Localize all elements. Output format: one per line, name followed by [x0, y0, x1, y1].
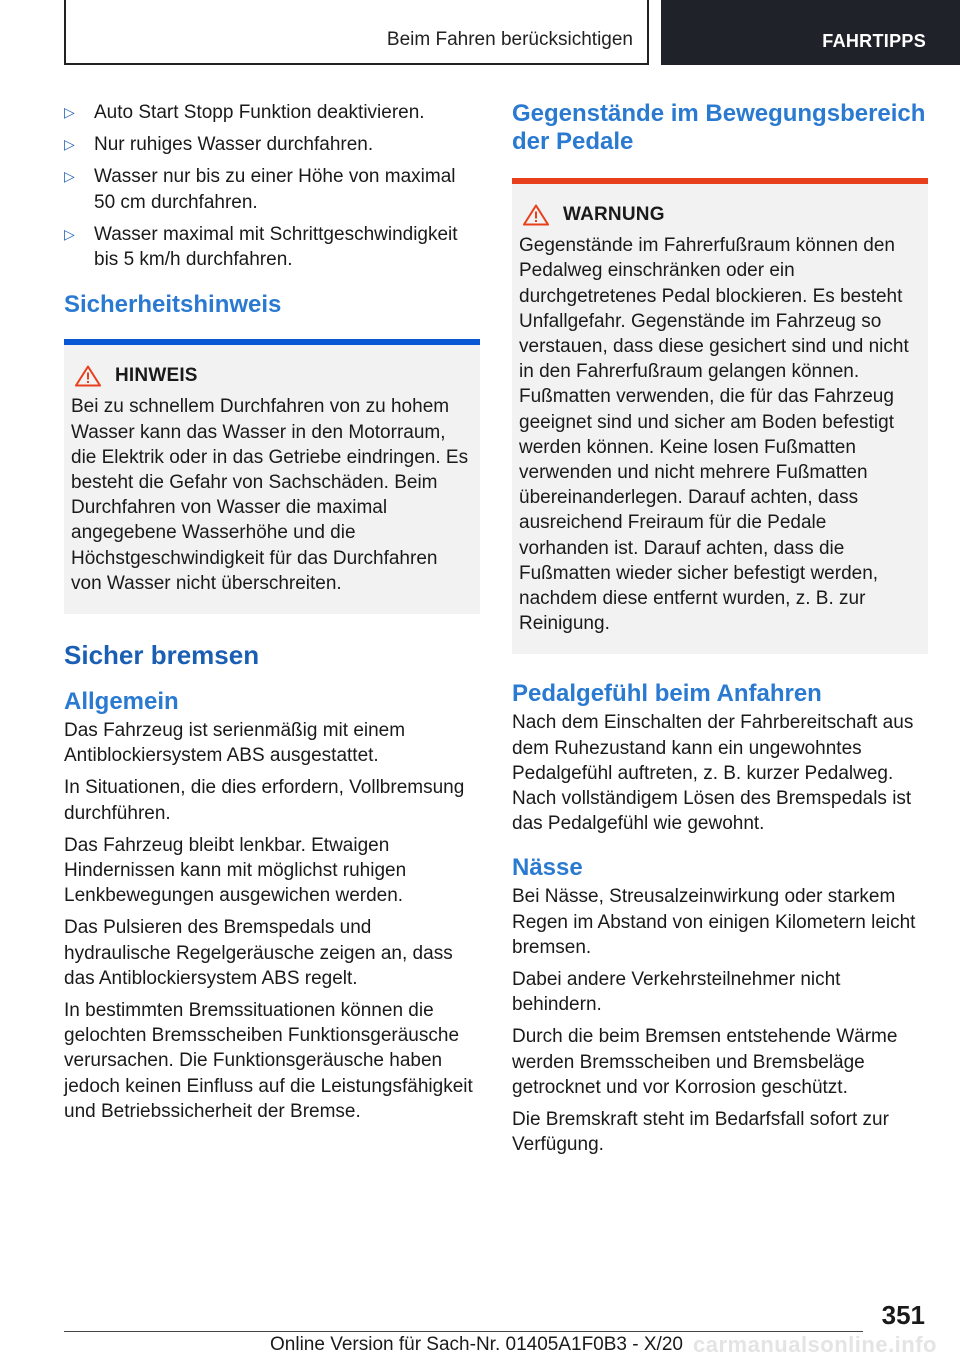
paragraph: Das Fahrzeug ist serienmäßig mit einem Antiblockiersystem ABS ausgestattet.: [64, 720, 406, 767]
paragraph: In Situationen, die dies erfordern, Vollbremsung durchführen.: [64, 777, 465, 824]
paragraph: Nach dem Einschalten der Fahrbereitschaft aus dem Ruhezustand kann ein ungewohntes Pedalgefühl auftreten, z. B. kurzer Pedalweg. Nach vollständigem Lösen des Bremspedals ist das Pedalgefühl wie gewohnt.: [512, 712, 914, 835]
list-item: ▷ Auto Start Stopp Funktion deaktivieren.: [64, 100, 480, 125]
triangle-marker-icon: ▷: [64, 168, 75, 185]
safety-heading: Sicherheitshinweis: [64, 291, 282, 319]
brake-heading: Sicher bremsen: [64, 640, 260, 671]
step-list: [64, 100, 480, 272]
wet-heading: Nässe: [512, 854, 583, 882]
header-section-title: Beim Fahren berücksichtigen: [386, 29, 633, 50]
list-item: ▷ Nur ruhiges Wasser durchfahren.: [64, 132, 480, 157]
pedal-feel-heading: Pedalgefühl beim Anfahren: [512, 680, 822, 708]
watermark: carmanualsonline.info: [693, 1332, 937, 1357]
header-chapter-tab: [661, 0, 960, 65]
notice-title: HINWEIS: [115, 365, 198, 387]
left-column: [64, 100, 480, 1131]
warning-text: Gegenstände im Fahrerfußraum können den Pedalweg einschränken oder ein durchgetretenes Pedal blockieren. Es besteht Unfallgefahr. Gegenstände im Fahrzeug so verstauen, dass diese gesichert sind und nicht in den Fahrerfußraum gelangen können. Fußmatten verwenden, die für das Fahrzeug geeignet sind und sicher am Boden befestigt werden können. Keine losen Fußmatten verwenden und nicht mehrere Fußmatten übereinanderlegen. Darauf achten, dass ausreichend Freiraum für die Pedale vorhanden ist. Darauf achten, dass die Fußmatten wieder sicher befestigt werden, nachdem diese entfernt wurden, z. B. zur Reinigung.: [519, 235, 909, 635]
list-item: ▷ Wasser maximal mit Schrittgeschwindigkeit bis 5 km/h durchfahren.: [64, 223, 458, 271]
pedal-heading: Gegenstände im Bewegungsbereich der Pedale: [512, 100, 926, 155]
paragraph: In bestimmten Bremssituationen können die gelochten Bremsscheiben Funktionsgeräusche verursachen. Die Funktionsgeräusche haben jedoch keinen Einfluss auf die Leistungsfähigkeit und Betriebssicherheit der Bremse.: [64, 1000, 473, 1122]
notice-text: Bei zu schnellem Durchfahren von zu hohem Wasser kann das Wasser in den Motorraum, die Elektrik oder in das Getriebe eindringen. Es besteht die Gefahr von Sachschäden. Beim Durchfahren von Wasser die maximal angegebene Wasserhöhe und die Höchstgeschwindigkeit für das Durchfahren von Wasser nicht überschreiten.: [71, 396, 469, 594]
warning-title: WARNUNG: [563, 204, 665, 225]
triangle-marker-icon: ▷: [64, 225, 75, 242]
paragraph: Die Bremskraft steht im Bedarfsfall sofort zur Verfügung.: [512, 1109, 889, 1156]
paragraph: Dabei andere Verkehrsteilnehmer nicht behindern.: [512, 969, 841, 1016]
notice-box: [64, 339, 480, 614]
paragraph: Das Fahrzeug bleibt lenkbar. Etwaigen Hindernissen kann mit möglichst ruhigen Lenkbewegungen ausgewichen werden.: [64, 834, 407, 907]
triangle-marker-icon: ▷: [64, 136, 75, 153]
right-column: [512, 100, 928, 1165]
warning-triangle-icon: [75, 365, 101, 387]
warning-triangle-icon: [523, 204, 549, 226]
paragraph: Das Pulsieren des Bremspedals und hydraulische Regelgeräusche zeigen an, dass das Antiblockiersystem ABS regelt.: [64, 917, 453, 989]
triangle-marker-icon: ▷: [64, 104, 75, 120]
page-number: 351: [881, 1300, 925, 1330]
list-item: ▷ Wasser nur bis zu einer Höhe von maximal 50 cm durchfahren.: [64, 166, 456, 213]
general-heading: Allgemein: [64, 688, 179, 716]
header-chapter-title: FAHRTIPPS: [822, 31, 926, 51]
header-section-tab: [64, 0, 649, 65]
paragraph: Bei Nässe, Streusalzeinwirkung oder starkem Regen im Abstand von einigen Kilometern leicht bremsen.: [512, 886, 916, 958]
warning-box: [512, 178, 928, 654]
online-version-label: Online Version für Sach-Nr. 01405A1F0B3 - X/20: [270, 1334, 683, 1355]
paragraph: Durch die beim Bremsen entstehende Wärme werden Bremsscheiben und Bremsbeläge getrocknet und vor Korrosion geschützt.: [512, 1026, 898, 1098]
